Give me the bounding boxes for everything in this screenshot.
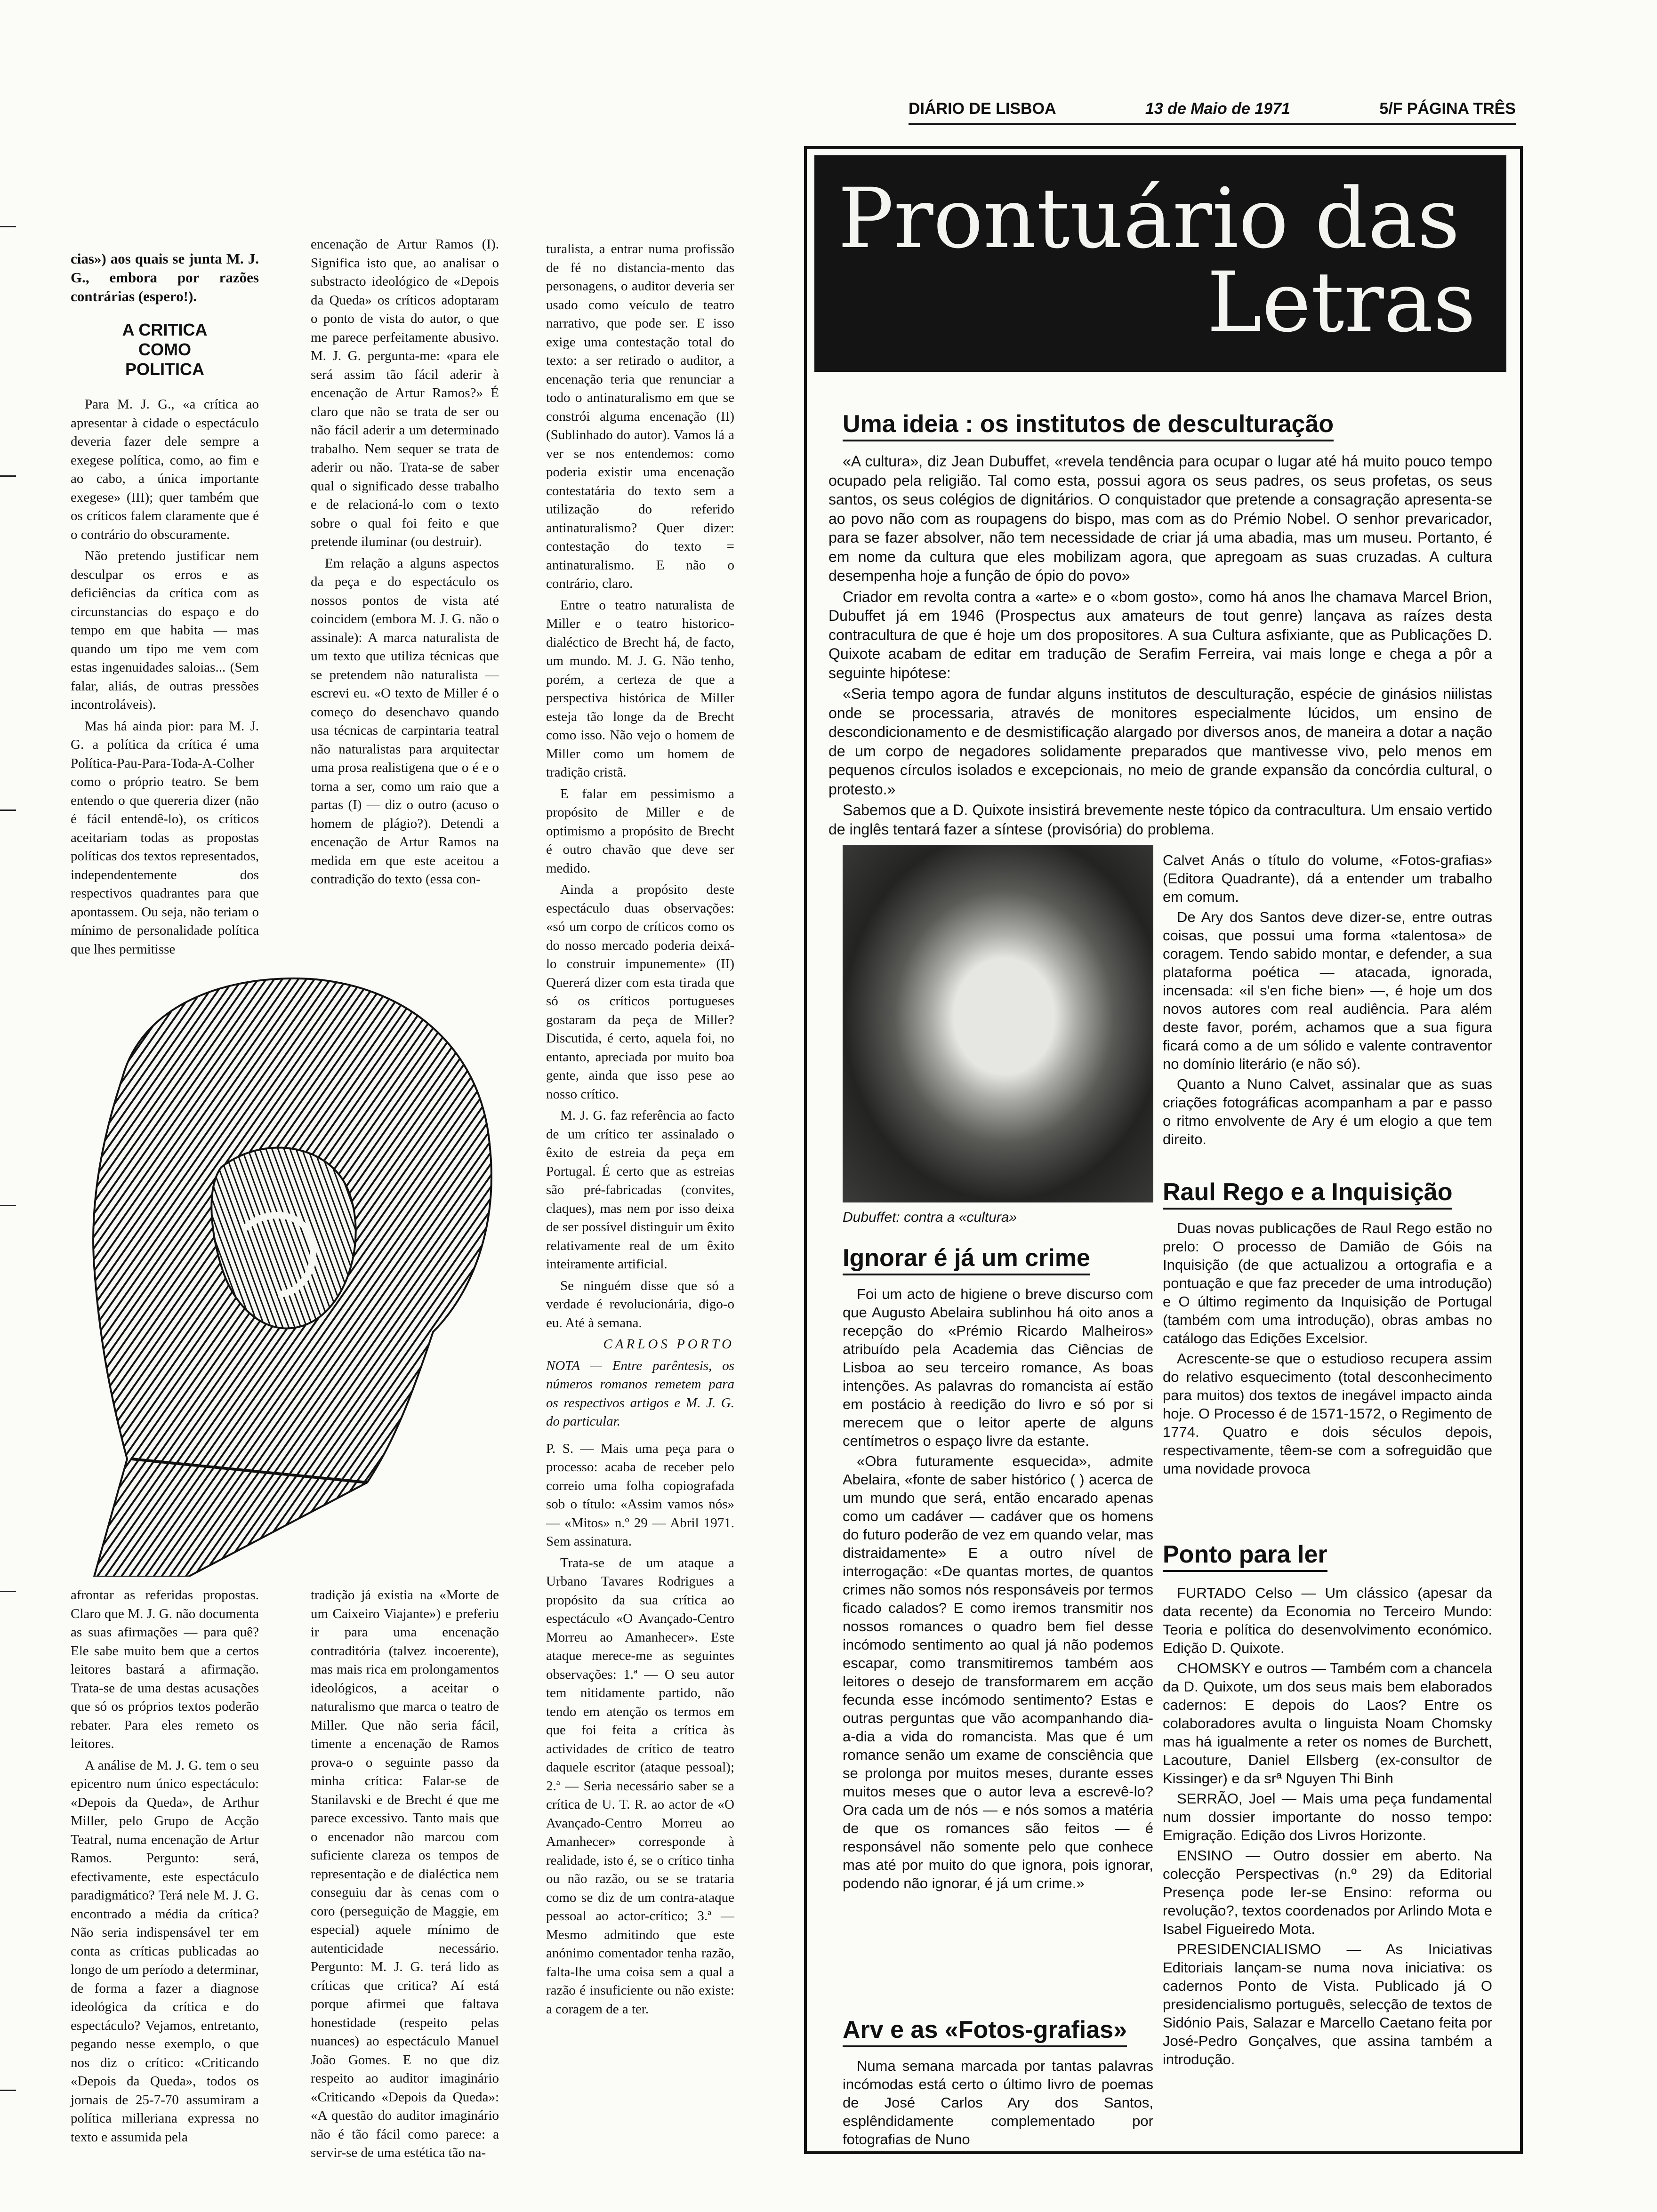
margin-mark [0,226,16,227]
paragraph: Ainda a propósito deste espectáculo duas observações: «só um corpo de críticos como os do nosso mercado poderia deixá-lo construir impunemente» (II) Quererá dizer com esta tirada que só os críticos portugueses gostaram da peça de Miller? Discutida, é certo, aquela foi, no entanto, apreciada por muito boa gente, ainda que isso pese ao nosso crítico. [546,882,734,1102]
paragraph: E falar em pessimismo a propósito de Miller e de optimismo a propósito de Brecht é outro chavão que deve ser medido. [546,786,734,876]
paragraph: Foi um acto de higiene o breve discurso com que Augusto Abelaira sublinhou há oito anos a recepção do «Prémio Ricardo Malheiros» atribuído pela Academia das Ciências de Lisboa ao seu terceiro romance, As boas intenções. As palavras do romancista aí estão em postácio à reedição do livro e só por si merecem que o leitor aperte de alguns centímetros o espaço livre da estante. [843,1286,1153,1449]
paragraph: CHOMSKY e outros — Também com a chancela da D. Quixote, um dos seus mais bem elaborados cadernos: E depois do Laos? Entre os colaboradores avulta o linguista Noam Chomsky mas há igualmente a reter os nomes de Burchett, Lacouture, Daniel Ellsberg (ex-consultor de Kissinger) e da srª Nguyen Thi Binh [1163,1660,1492,1787]
section-title-raul-rego: Raul Rego e a Inquisição [1163,1177,1452,1210]
margin-mark [0,475,16,477]
section-title-ignorar: Ignorar é já um crime [843,1242,1090,1275]
paragraph: Trata-se de um ataque a Urbano Tavares Rodrigues a propósito da sua crítica ao espectáculo «O Avançado-Centro Morreu ao Amanhecer». Este ataque merece-me as seguintes observações: 1.ª — O seu autor tem nitidamente partido, não tendo em atenção os termos em que foi feita a crítica às actividades de crítico de teatro daquele escritor (ataque pessoal); 2.ª — Seria necessário saber se a crítica de U. T. R. ao actor de «O Avançado-Centro Morreu ao Amanhecer» corresponde à realidade, isto é, se o crítico tinha ou não razão, ou se se trataria como se diz de um contra-ataque pessoal ao actor-crítico; 3.ª — Mesmo admitindo que este anónimo comentador tenha razão, falta-lhe uma coisa sem a qual a razão é insuficiente ou não existe: a coragem de a ter. [546,1555,734,2017]
left-col1-upper [71,249,259,309]
paragraph: M. J. G. faz referência ao facto de um crítico ter assinalado o êxito de estreia da peça em Portugal. É certo que as estreias são pré-fabricadas (convites, claques), mas nem por isso deixa de ser possível distinguir um êxito relativamente real de um êxito inteiramente artificial. [546,1108,734,1272]
margin-mark [0,1591,16,1592]
section-heading-critica [71,320,259,379]
paragraph: «Seria tempo agora de fundar alguns institutos de desculturação, espécie de ginásios niilistas onde se processaria, através de monitores especialmente lúcidos, um ensino de descondicionamento e de desmistificação alargado por diversos anos, de maneira a dotar a nação de um corpo de negadores solidamente preparados que mantivesse vivo, pelo menos em pequenos círculos isolados e excepcionais, no meio de grande expansão da concórdia cultural, o protesto.» [828,685,1492,798]
section-body-ponto-para-ler [1163,1584,1492,2070]
paragraph: Acrescente-se que o estudioso recupera assim do relativo esquecimento (total desconhecimento para muitos) dos textos de inegável impacto ainda hoje. O Processo é de 1571-1572, o Regimento de 1774. Quatro e dois séculos depois, respectivamente, têem-se com a sofreguidão que uma novidade provoca [1163,1350,1492,1477]
paragraph: Quanto a Nuno Calvet, assinalar que as suas criações fotográficas acompanham a par e passo o ritmo envolvente de Ary é um elogio a que tem direito. [1163,1076,1492,1147]
photo-caption: Dubuffet: contra a «cultura» [843,1210,1017,1225]
paragraph: Duas novas publicações de Raul Rego estão no prelo: O processo de Damião de Góis na Inquisição (de que actualizou a ortografia e a pontuação e que faz preceder de uma introdução) e O último regimento da Inquisição de Portugal (também com uma introdução), obras ambas no catálogo das Edições Excelsior. [1163,1220,1492,1346]
section-title-ary: Arv e as «Fotos-grafias» [843,2014,1127,2047]
paragraph: Em relação a alguns aspectos da peça e do espectáculo os nossos pontos de vista até coincidem (embora M. J. G. não o assinale): A marca naturalista de um texto que utiliza técnicas que se pretendem não naturalista — escrevi eu. «O texto de Miller é o começo do desenchavo quando usa técnicas de carpintaria teatral não naturalistas para arquitectar uma prosa realistigena que o é e o torna a ser, como um raio que a partas (I) — diz o outro (acuso o homem de plágio?). Detendi a encenação de Artur Ramos na medida em que este aceitou a contradição do texto (essa con- [311,555,499,887]
paragraph: De Ary dos Santos deve dizer-se, entre outras coisas, que possui uma forma «talentosa» de coragem. Tendo sabido montar, e defender, a sua plataforma poética — atacada, ignorada, incensada: «il s'en fiche bien» —, é hoje um dos novos autores com real audiência. Para além deste favor, porém, achamos que a sua figura ficará como a de um sólido e valente contraventor no domínio literário (e não só). [1163,909,1492,1072]
paper-name: DIÁRIO DE LISBOA [909,100,1056,118]
paragraph: Não pretendo justificar nem desculpar os erros e as deficiências da crítica com as circunstancias do espaço e do tempo em que habita — mas quando um tipo me vem com estas ingenuidades saloias... (Sem falar, aliás, de outras pressões incontroláveis). [71,548,259,712]
footnote: NOTA — Entre parêntesis, os números romanos remetem para os respectivos artigos e M. J. G. do particular. [546,1358,734,1429]
banner-title-line2: Letras [1207,254,1476,351]
margin-mark [0,809,16,811]
article-signature: CARLOS PORTO [603,1337,734,1352]
left-col2-upper [311,235,499,892]
left-col2-lower [311,1586,499,2165]
paragraph: Entre o teatro naturalista de Miller e o teatro historico-dialéctico de Brecht há, de facto, um mundo. M. J. G. Não tenho, porém, a certeza de que a perspectiva histórica de Miller esteja tão longe da de Brecht como isso. Não vejo o homem de Miller como um homem de tradição cristã. [546,597,734,780]
paragraph: Para M. J. G., «a crítica ao apresentar à cidade o espectáculo deveria fazer dele sempre a exegese política, como, ao fim e ao cabo, a única importante exegese» (III); quer também que os críticos falem claramente que é o contrário do obscuramente. [71,397,259,542]
left-col1-lower [71,1586,259,2149]
section-title-desculturacao: Uma ideia : os institutos de desculturação [843,409,1334,441]
masthead [909,100,1516,121]
margin-mark [0,2090,16,2091]
dubuffet-photo [843,845,1153,1202]
heading-line: POLITICA [125,360,204,379]
paragraph: tradição já existia na «Morte de um Caixeiro Viajante») e preferiu ir para uma encenação contraditória (talvez incoerente), mas mais rica em prolongamentos ideológicos, a aceitar o naturalismo que marca o teatro de Miller. Que não seria fácil, timente a encenação de Ramos prova-o o seguinte passo da minha crítica: Falar-se de Stanilavski e de Brecht é que me parece excessivo. Tanto mais que o encenador não marcou com suficiente clareza os tempos de representação e de dialéctica nem conseguiu dar às cenas com o coro (perseguição de Maggie, em especial) aquele mínimo de autenticidade necessário. Pergunto: M. J. G. terá lido as críticas que critica? Aí está porque afirmei que faltava honestidade (respeito pelas nuances) ao espectáculo Manuel João Gomes. E no que diz respeito ao auditor imaginário «Criticando «Depois da Queda»: «A questão do auditor imaginário não é tão fácil como parece: a servir-se de uma estética tão na- [311,1587,499,2160]
section-body-raul-rego [1163,1219,1492,1480]
heading-line: A CRITICA [122,320,208,339]
paragraph: FURTADO Celso — Um clássico (apesar da data recente) da Economia no Terceiro Mundo: Teoria e política do desenvolvimento económico. Edição D. Quixote. [1163,1585,1492,1656]
masthead-rule [909,123,1516,125]
head-illustration [66,965,523,1577]
paragraph: SERRÃO, Joel — Mais uma peça fundamental num dossier importante do nosso tempo: Emigração. Edição dos Livros Horizonte. [1163,1790,1492,1843]
paragraph: «A cultura», diz Jean Dubuffet, «revela tendência para ocupar o lugar até há muito pouco tempo ocupado pela religião. Tal como esta, possui agora os seus padres, os seus profetas, os seus santos, os seus colégios de dignitários. O conquistador que pretende a consagração apresenta-se ao povo não com as roupagens do bispo, mas com as do Prémio Nobel. O senhor prevaricador, para se fazer absolver, não tem necessidade de criar já uma abadia, mas um museu. Portanto, é em nome da cultura que eles mobilizam agora, que apregoam as suas cruzadas. A cultura desempenha hoje a função de ópio do povo» [828,453,1492,584]
section-body-ignorar [843,1285,1153,1894]
paragraph: Sabemos que a D. Quixote insistirá brevemente neste tópico da contracultura. Um ensaio vertido de inglês tentará fazer a síntese (provisória) do problema. [828,801,1492,838]
paragraph: Criador em revolta contra a «arte» e o «bom gosto», como há anos lhe chamava Marcel Brion, Dubuffet já em 1946 (Prospectus aux amateurs de tout genre) lançava as raízes desta contracultura de que é hoje um dos propositores. A sua Cultura asfixiante, que as Publicações D. Quixote acabam de editar em tradução de Serafim Ferreira, vai mais longe e chega a pôr a seguinte hipótese: [828,588,1492,681]
left-col3 [546,240,734,2021]
page-number: 5/F PÁGINA TRÊS [1379,100,1516,118]
section-title-ponto-para-ler: Ponto para ler [1163,1539,1327,1572]
paragraph: afrontar as referidas propostas. Claro que M. J. G. não documenta as suas afirmações — para quê? Ele sabe muito bem que a certos leitores bastará a afirmação. Trata-se de uma destas acusações que só os próprios textos poderão rebater. Para eles remeto os leitores. [71,1587,259,1751]
left-col1-body [71,395,259,962]
issue-date: 13 de Maio de 1971 [1145,100,1290,118]
paragraph: ENSINO — Outro dossier em aberto. Na colecção Perspectivas (n.º 29) da Editorial Presença pode ler-se Ensino: reforma ou revolução?, textos coordenados por Arlindo Mota e Isabel Figueiredo Mota. [1163,1847,1492,1937]
paragraph: A análise de M. J. G. tem o seu epicentro num único espectáculo: «Depois da Queda», de Arthur Miller, pelo Grupo de Acção Teatral, numa encenação de Artur Ramos. Pergunto: será, efectivamente, este espectáculo paradigmático? Terá nele M. J. G. encontrado a média da crítica? Não seria indispensável ter em conta as críticas publicadas ao longo de um período a determinar, de forma a fazer a diagnose ideológica da crítica e do espectáculo? Vejamos, entretanto, pegando nesse exemplo, o que nos diz o crítico: «Criticando «Depois da Queda», todos os jornais de 25-7-70 assumiram a política milleriana expressa no texto e assumida pela [71,1757,259,2145]
banner-title-line1: Prontuário das [838,170,1460,267]
section-body-desculturacao [828,452,1492,841]
paragraph: «Obra futuramente esquecida», admite Abelaira, «fonte de saber histórico ( ) acerca de um mundo que será, então encarado apenas como um cadáver — cadáver que os homens do futuro poderão de vez em quando velar, mas distraidamente» E a outro nível de interrogação: «De quantas mortes, de quantos crimes não somos nós responsáveis por termos ficado calados? E como iremos transmitir nos nossos romances o quadro bem fiel desse incómodo sentimento ao qual já não podemos escapar, como transmitiremos também aos leitores o desejo de transformarem em acção fecunda esse incómodo sentimento? Estas e outras perguntas que vão acompanhando dia-a-dia a vida do romancista. Mas que é um romance senão um exame de consciência que se prolonga por muitos meses, durante esses muitos meses que o autor leva a escrevê-lo? Ora cada um de nós — e nós somos a matéria de que os romances são feitos — é responsável não somente pelo que conhece mas até por muito do que ignora, pois ignorar, podendo não ignorar, é já um crime.» [843,1453,1153,1891]
fotos-grafias-continued [1163,851,1492,1150]
paragraph: Calvet Anás o título do volume, «Fotos-grafias» (Editora Quadrante), dá a entender um trabalho em comum. [1163,852,1492,905]
paragraph: P. S. — Mais uma peça para o processo: acaba de receber pelo correio uma folha copiografada sob o título: «Assim vamos nós» — «Mitos» n.º 29 — Abril 1971. Sem assinatura. [546,1441,734,1549]
section-body-ary [843,2057,1153,2150]
paragraph: encenação de Artur Ramos (I). Significa isto que, ao analisar o substracto ideológico de «Depois da Queda» os críticos adoptaram o ponto de vista do autor, o que me parece perfeitamente abusivo. M. J. G. pergunta-me: «para ele será assim tão fácil aderir à encenação de Artur Ramos?» É claro que não se trata de ser ou não fácil aderir a um determinado trabalho. Nem sequer se trata de aderir ou não. Trata-se de saber qual o significado desse trabalho e de relacioná-lo com o texto sobre o qual foi feito e que pretende iluminar (ou destruir). [311,237,499,549]
col1-intro: cias») aos quais se junta M. J. G., embora por razões contrárias (espero!). [71,250,259,305]
paragraph: PRESIDENCIALISMO — As Iniciativas Editoriais lançam-se numa nova iniciativa: os cadernos Ponto de Vista. Publicado já O presidencialismo português, selecção de textos de Sidónio Pais, Salazar e Marcello Caetano feita por José-Pedro Gonçalves, que assina também a introdução. [1163,1941,1492,2068]
paragraph: Se ninguém disse que só a verdade é revolucionária, digo-o eu. Até à semana. [546,1278,734,1330]
section-banner [814,155,1506,372]
margin-mark [0,1205,16,1206]
paragraph: Numa semana marcada por tantas palavras incómodas está certo o último livro de poemas de José Carlos Ary dos Santos, esplêndidamente complementado por fotografias de Nuno [843,2058,1153,2148]
paragraph: turalista, a entrar numa profissão de fé no distancia-mento das personagens, o auditor deveria ser usado como veículo de teatro narrativo, que pode ser. E isso exige uma contestação total do texto: a ser retirado o auditor, a encenação teria que renunciar a todo o antinaturalismo em que se constrói alguma encenação (II) (Sublinhado do autor). Vamos lá a ver se nos entendemos: como poderia existir uma encenação contestatária do texto sem a utilização do referido antinaturalismo? Quer dizer: contestação do texto = antinaturalismo. E não o contrário, claro. [546,241,734,591]
paragraph: Mas há ainda pior: para M. J. G. a política da crítica é uma Política-Pau-Para-Toda-A-Colher como o próprio teatro. Se bem entendo o que quereria dizer (não é fácil entendê-lo), os críticos aceitariam todas as propostas políticas dos textos representados, independentemente dos respectivos quadrantes para que apontassem. Ou seja, não teriam o mínimo de personalidade política que lhes permitisse [71,718,259,957]
heading-line: COMO [138,340,191,359]
